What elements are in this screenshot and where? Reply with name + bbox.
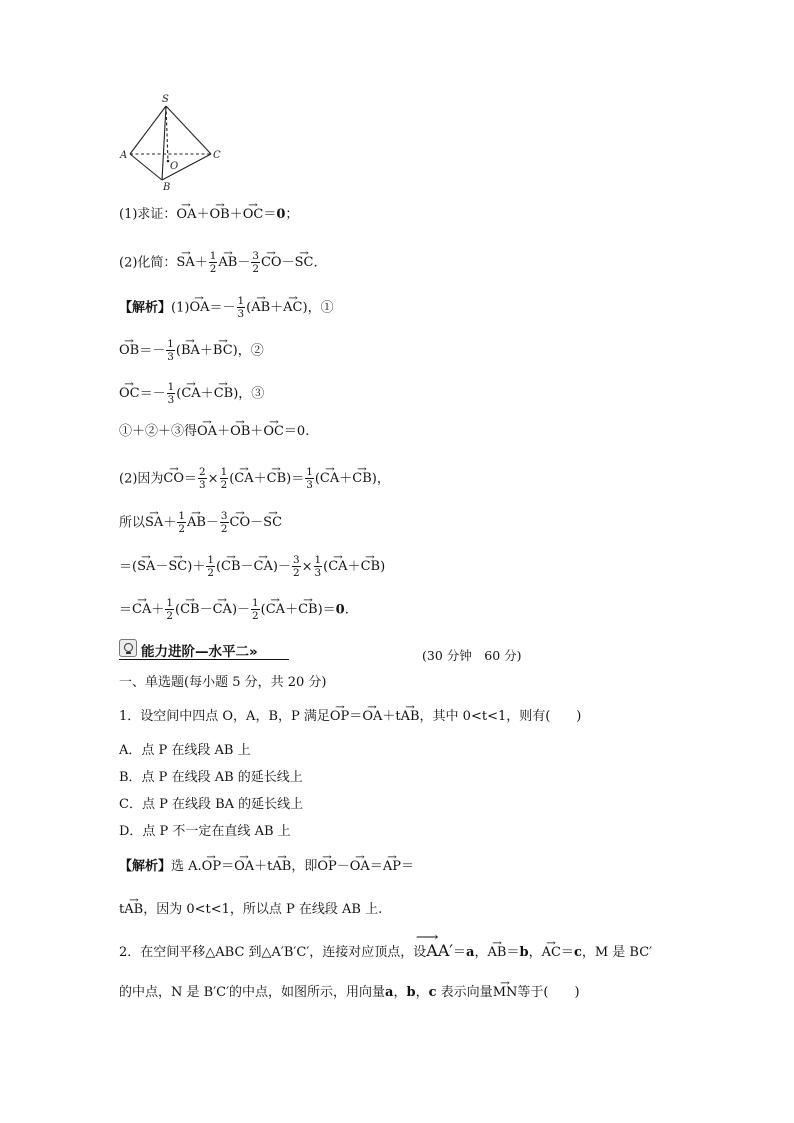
analysis-step-8: ＝→ CA＋ $\frac{1}{2}$ (→ CB－→ CA)－ $\frac{1}{2}$ (→ CA＋→ CB)＝0. (119, 598, 349, 622)
question-1-line: (1)求证：→ OA＋→ OB＋→ OC＝0； (119, 208, 298, 221)
problem-2-stem: 2．在空间平移△ABC 到△A′B′C′，连接对应顶点，设⟶ AA′＝a，→ AB＝b，→ AC＝c，M 是 BC′ (119, 943, 652, 959)
problem-1-option-b[interactable]: B．点 P 在线段 AB 的延长线上 (119, 770, 303, 785)
label-B: B (163, 182, 171, 193)
edge-SA (130, 106, 166, 154)
label-S: S (162, 94, 169, 105)
edge-AB (130, 154, 162, 180)
label-C: C (213, 150, 221, 161)
tetrahedron-figure (112, 92, 232, 194)
analysis-step-6: 所以→ SA＋ $\frac{1}{2}$ → AB－ $\frac{3}{2}$ → CO－→ SC (119, 511, 282, 535)
analysis-step-5: (2)因为→ CO＝ $\frac{2}{3}$ × $\frac{1}{2}$ (→ CA＋→ CB)＝ $\frac{1}{3}$ (→ CA＋→ CB)， (119, 467, 390, 491)
section-time: (30 分钟 60 分) (422, 648, 522, 663)
point-O (167, 160, 170, 163)
edge-SC (166, 106, 211, 154)
part-title: 一、单选题(每小题 5 分，共 20 分) (119, 675, 327, 690)
analysis-step-2: → OB＝－ $\frac{1}{3}$ (→ BA＋→ BC)，② (119, 339, 264, 363)
section-header (119, 638, 289, 660)
problem-2-stem-line-2: 的中点，N 是 B′C′的中点，如图所示，用向量a，b，c 表示向量→ MN等于( ) (119, 986, 580, 999)
problem-1-stem: 1．设空间中四点 O，A，B，P 满足→ OP＝→ OA＋t→ AB，其中 0<t<1，则有( ) (119, 710, 581, 723)
edge-SB (162, 106, 166, 180)
lightbulb-icon (119, 639, 137, 657)
problem-1-option-d[interactable]: D．点 P 不一定在直线 AB 上 (119, 824, 291, 839)
section-title: 能力进阶—水平二» (141, 644, 258, 660)
segment-SO-hidden (166, 106, 168, 161)
question-2-line: (2)化简：→ SA＋ $\frac{1}{2}$ → AB－ $\frac{3}{2}$ → CO－→ SC. (119, 251, 318, 275)
analysis-step-3: → OC＝－ $\frac{1}{3}$ (→ CA＋→ CB)，③ (119, 382, 264, 406)
problem-1-option-c[interactable]: C．点 P 在线段 BA 的延长线上 (119, 797, 304, 812)
problem-1-option-a[interactable]: A．点 P 在线段 AB 上 (119, 743, 251, 758)
analysis-step-4: ①＋②＋③得→ OA＋→ OB＋→ OC＝0. (119, 425, 309, 438)
label-O: O (170, 161, 179, 172)
analysis-step-1: 【解析】(1)→ OA＝－ $\frac{1}{3}$ (→ AB＋→ AC)，① (119, 296, 334, 320)
label-A: A (120, 150, 128, 161)
analysis-step-7: ＝(→ SA－→ SC)＋ $\frac{1}{2}$ (→ CB－→ CA)－ $\frac{3}{2}$ × $\frac{1}{3}$ (→ CA＋→ CB) (119, 555, 385, 579)
problem-1-analysis-line-2: t→ AB，因为 0<t<1，所以点 P 在线段 AB 上. (119, 903, 382, 916)
problem-1-analysis-line-1: 【解析】选 A.→ OP＝→ OA＋t→ AB，即→ OP－→ OA＝→ AP＝ (119, 860, 414, 873)
